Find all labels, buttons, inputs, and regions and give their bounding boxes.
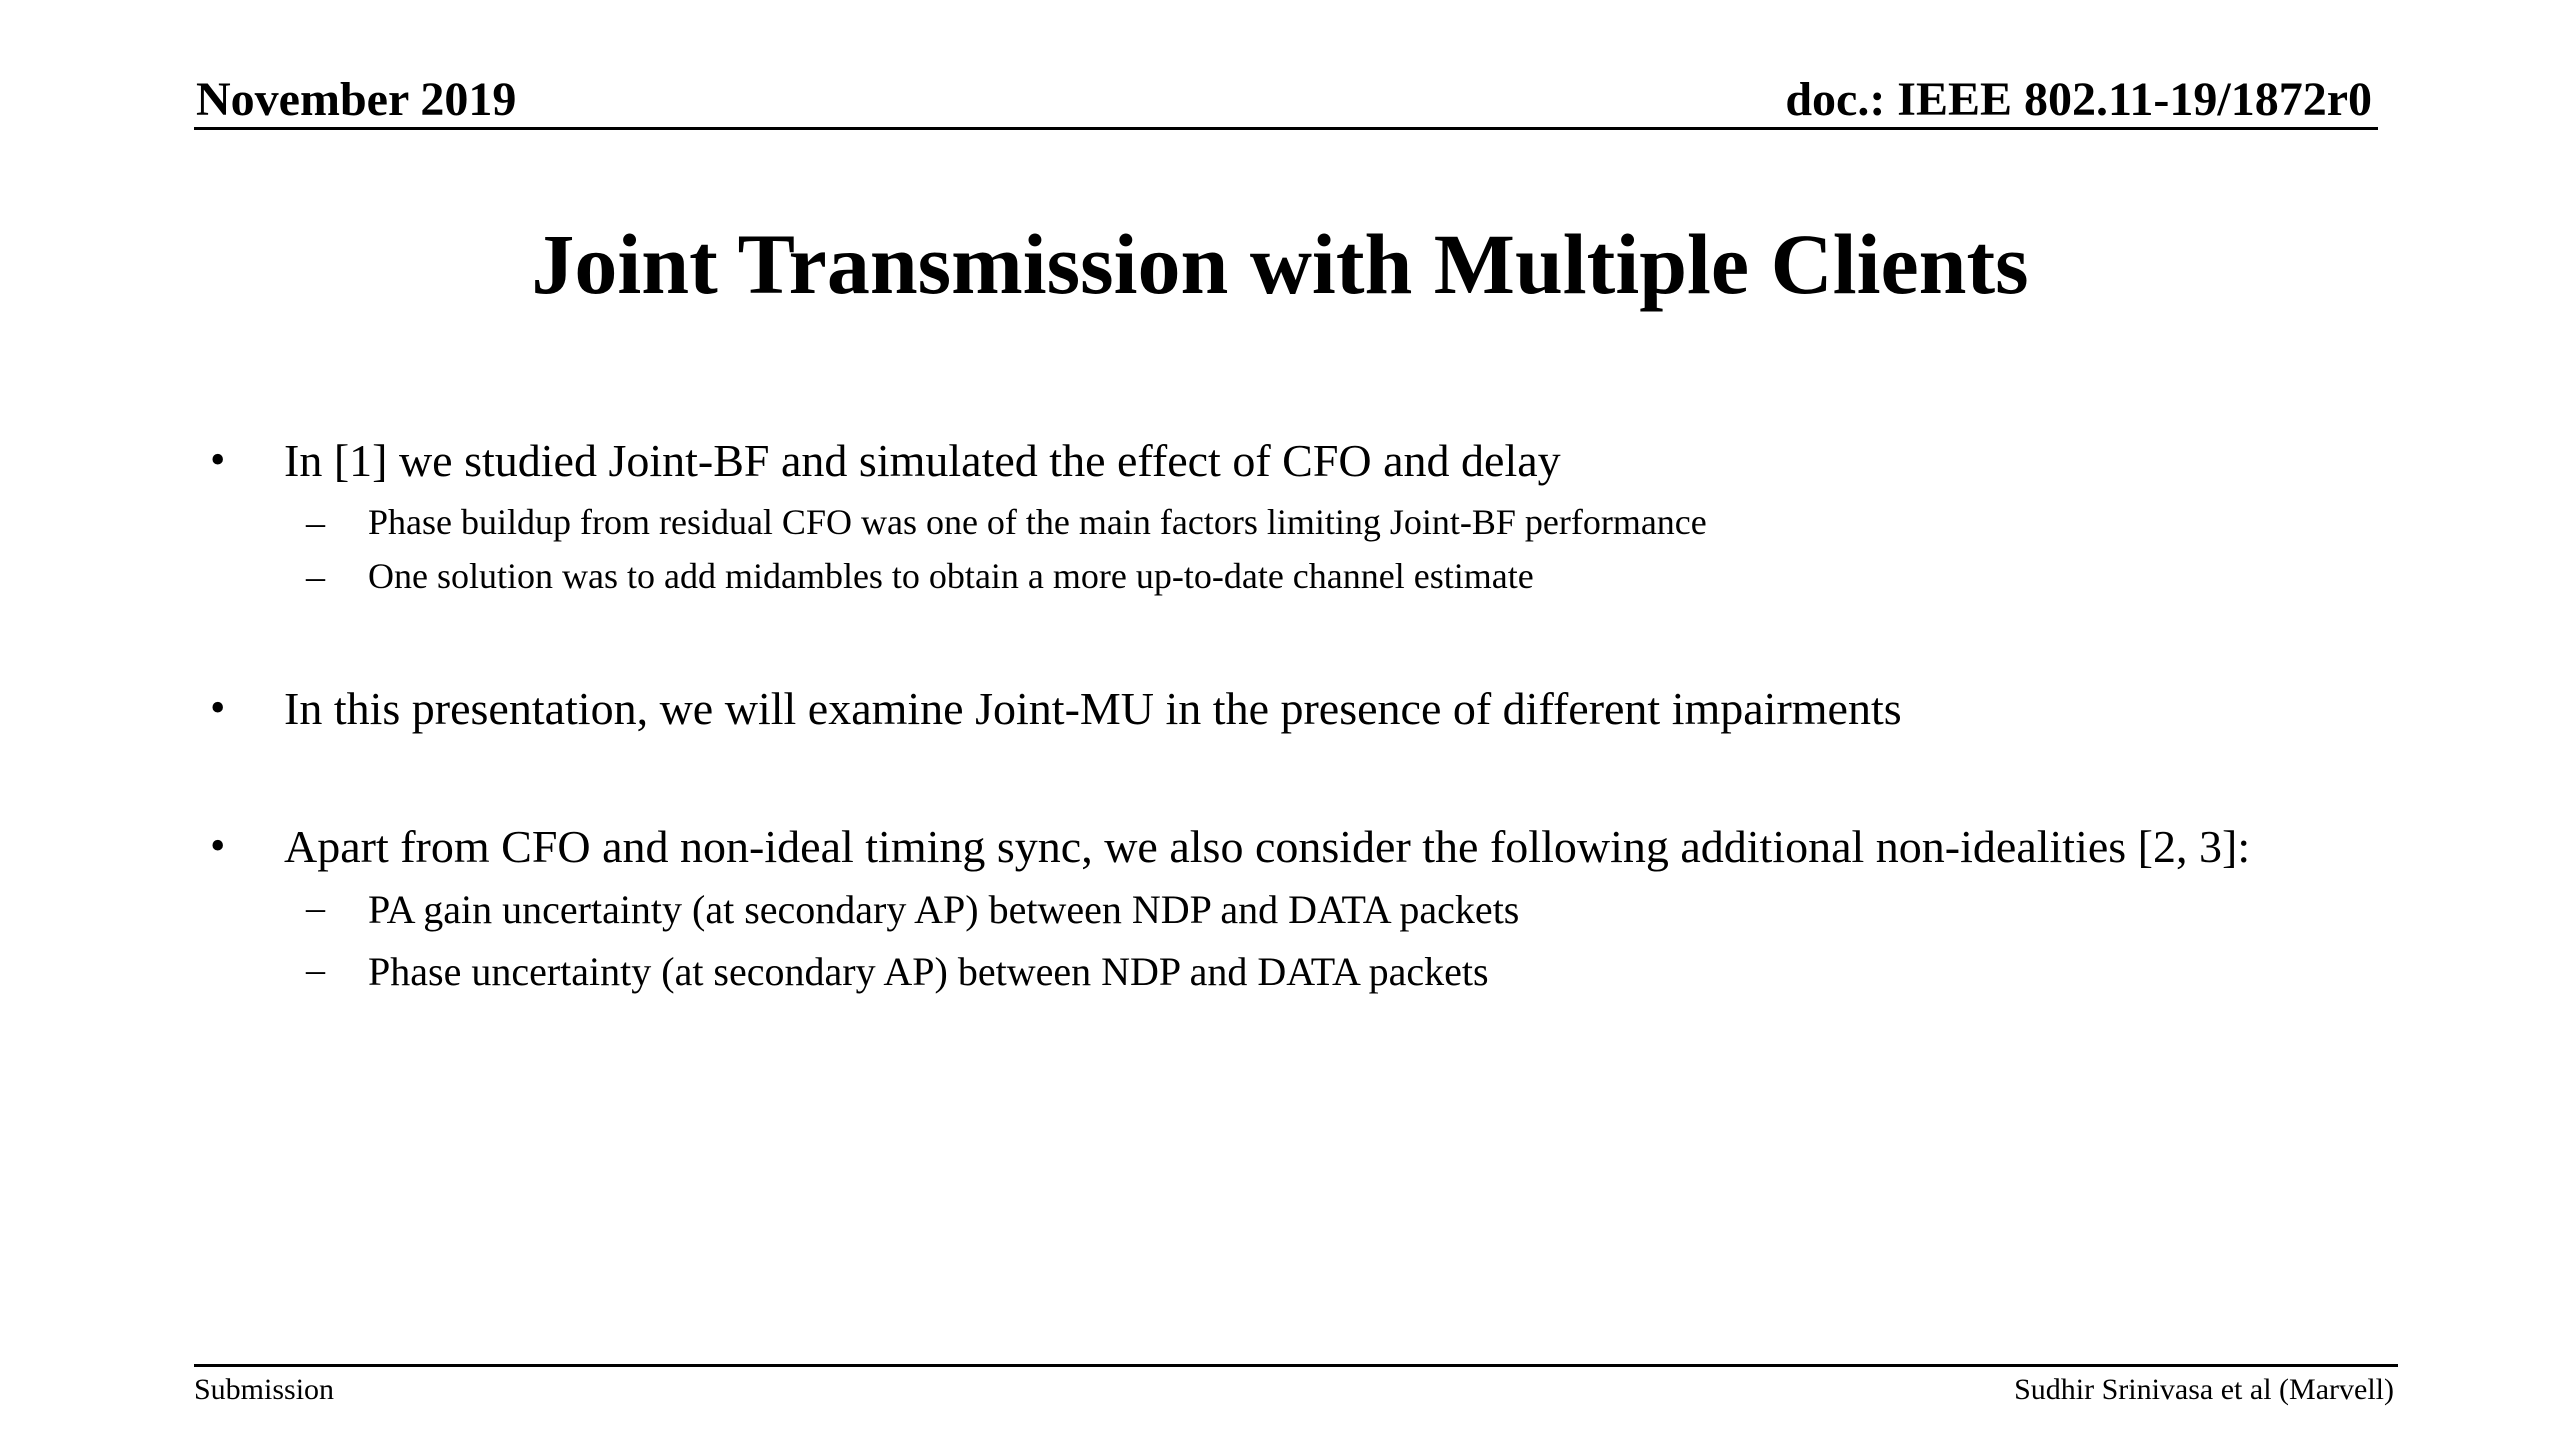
- sub-bullet-marker: –: [306, 887, 325, 929]
- bullet-text: In this presentation, we will examine Joint-MU in the presence of different impairments: [284, 683, 1902, 734]
- bullet-marker: •: [210, 821, 226, 870]
- header-doc-id: doc.: IEEE 802.11-19/1872r0: [1785, 73, 2372, 126]
- footer-author: Sudhir Srinivasa et al (Marvell): [2014, 1373, 2394, 1406]
- bullet-marker: •: [210, 435, 226, 484]
- bullet-text: Apart from CFO and non-ideal timing sync, we also consider the following additional non-idealities [2, 3]:: [284, 821, 2251, 872]
- sub-bullet-marker: –: [306, 949, 325, 991]
- sub-bullet-text: PA gain uncertainty (at secondary AP) between NDP and DATA packets: [368, 887, 1520, 932]
- footer-submission: Submission: [194, 1373, 335, 1406]
- slide-title: Joint Transmission with Multiple Clients: [531, 216, 2029, 312]
- footer-divider: [194, 1364, 2398, 1367]
- header-date: November 2019: [196, 73, 517, 126]
- bullet-text: In [1] we studied Joint-BF and simulated the effect of CFO and delay: [284, 435, 1561, 486]
- sub-bullet-text: One solution was to add midambles to obtain a more up-to-date channel estimate: [368, 556, 1534, 596]
- sub-bullet-text: Phase buildup from residual CFO was one of the main factors limiting Joint-BF performance: [368, 502, 1707, 542]
- header-divider: [194, 127, 2378, 130]
- bullet-marker: •: [210, 683, 226, 732]
- sub-bullet-marker: –: [306, 556, 325, 598]
- sub-bullet-text: Phase uncertainty (at secondary AP) between NDP and DATA packets: [368, 949, 1489, 994]
- sub-bullet-marker: –: [306, 502, 325, 544]
